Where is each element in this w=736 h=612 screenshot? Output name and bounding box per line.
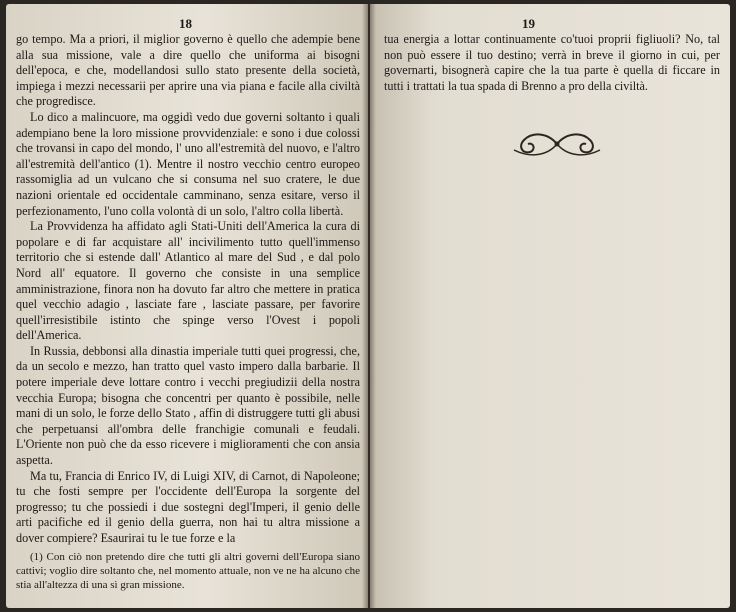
paragraph-4: In Russia, debbonsi alla dinastia imperiale tutti quei progressi, che, da un secolo e mezzo, han tratto quel vasto impero dalla barbarie. Il potere imperiale deve lottare contro i vecchi pregiudizii della nostra vecchia Europa; bisogna che concentri per quanto è possibile, nelle mani di un solo, le forze dello Stato , affin di distruggere tutti gli abusi che perpetuansi all'ombra delle franchigie comunali e feudali. L'Oriente non può che da esso ricevere i miglioramenti che con ansia aspetta. [16, 343, 360, 468]
page-number-left: 18 [179, 16, 192, 31]
paragraph-2: Lo dico a malincuore, ma oggidì vedo due governi soltanto i quali adempiano bene la loro missione provvidenziale: e sono i due colossi che trovansi in capo del mondo, l' uno all'estremità del nuovo, e l'altro all'estremità dell'antico (1). Mentre il nostro vecchio centro europeo rassomiglia ad un vulcano che si consuma nel suo cratere, le due nazioni orientale ed occidentale camminano, senza esitare, verso il perfezionamento, l'uno colla volontà di un solo, l'altro colla libertà. [16, 109, 360, 218]
left-page-body [16, 32, 360, 547]
paragraph-1: go tempo. Ma a priori, il miglior governo è quello che adempie bene alla sua missione, vale a dire quello che uniforma ai bisogni dell'epoca, e che, modellandosi sullo stato presente della società, impiega i mezzi necessarii per aprire una via piana e facile alla civiltà che progredisce. [16, 32, 360, 109]
book-gutter [362, 4, 376, 608]
page-number-right: 19 [522, 16, 535, 31]
right-paragraph: tua energia a lottar continuamente co'tuoi proprii figliuoli? No, tal non può essere il tuo destino; verrà in breve il giorno in cui, per governarti, bisognerà capire che la tua parte è quella di ficcare in tutti i trattati la tua spada di Brenno a pro della civiltà. [384, 32, 720, 93]
paragraph-3: La Provvidenza ha affidato agli Stati-Uniti dell'America la cura di popolare e di far acquistare all' incivilimento tutto quell'immenso territorio che si estende dall' Atlantico al mare del Sud , e dal polo Nord all' equatore. Il governo che consiste in una semplice amministrazione, finora non ha dovuto far altro che mettere in pratica quel vecchio adagio , lasciate fare , lasciate passare, per favorire quell'irresistibile istinto che spinge verso l'Ovest i popoli dell'America. [16, 219, 360, 343]
right-page-body [384, 32, 720, 94]
right-page [370, 4, 730, 608]
paragraph-5: Ma tu, Francia di Enrico IV, di Luigi XIV, di Carnot, di Napoleone; tu che fosti sempre per l'occidente dell'Europa la sorgente del progresso; tu che possiedi i due sostegni degl'Imperi, il genio delle arti pacifiche ed il genio della guerra, non hai tu altra missione a dover compiere? Esaurirai tu le tue forze e la [16, 468, 360, 545]
footnote [16, 550, 360, 592]
left-page [6, 4, 368, 608]
footnote-text: (1) Con ciò non pretendo dire che tutti gli altri governi dell'Europa siano cattivi; voglio dire soltanto che, nel momento attuale, non ve ne ha alcuno che stia all'altezza di una sì gran missione. [16, 551, 360, 591]
ornament-flourish-icon [502, 124, 612, 164]
